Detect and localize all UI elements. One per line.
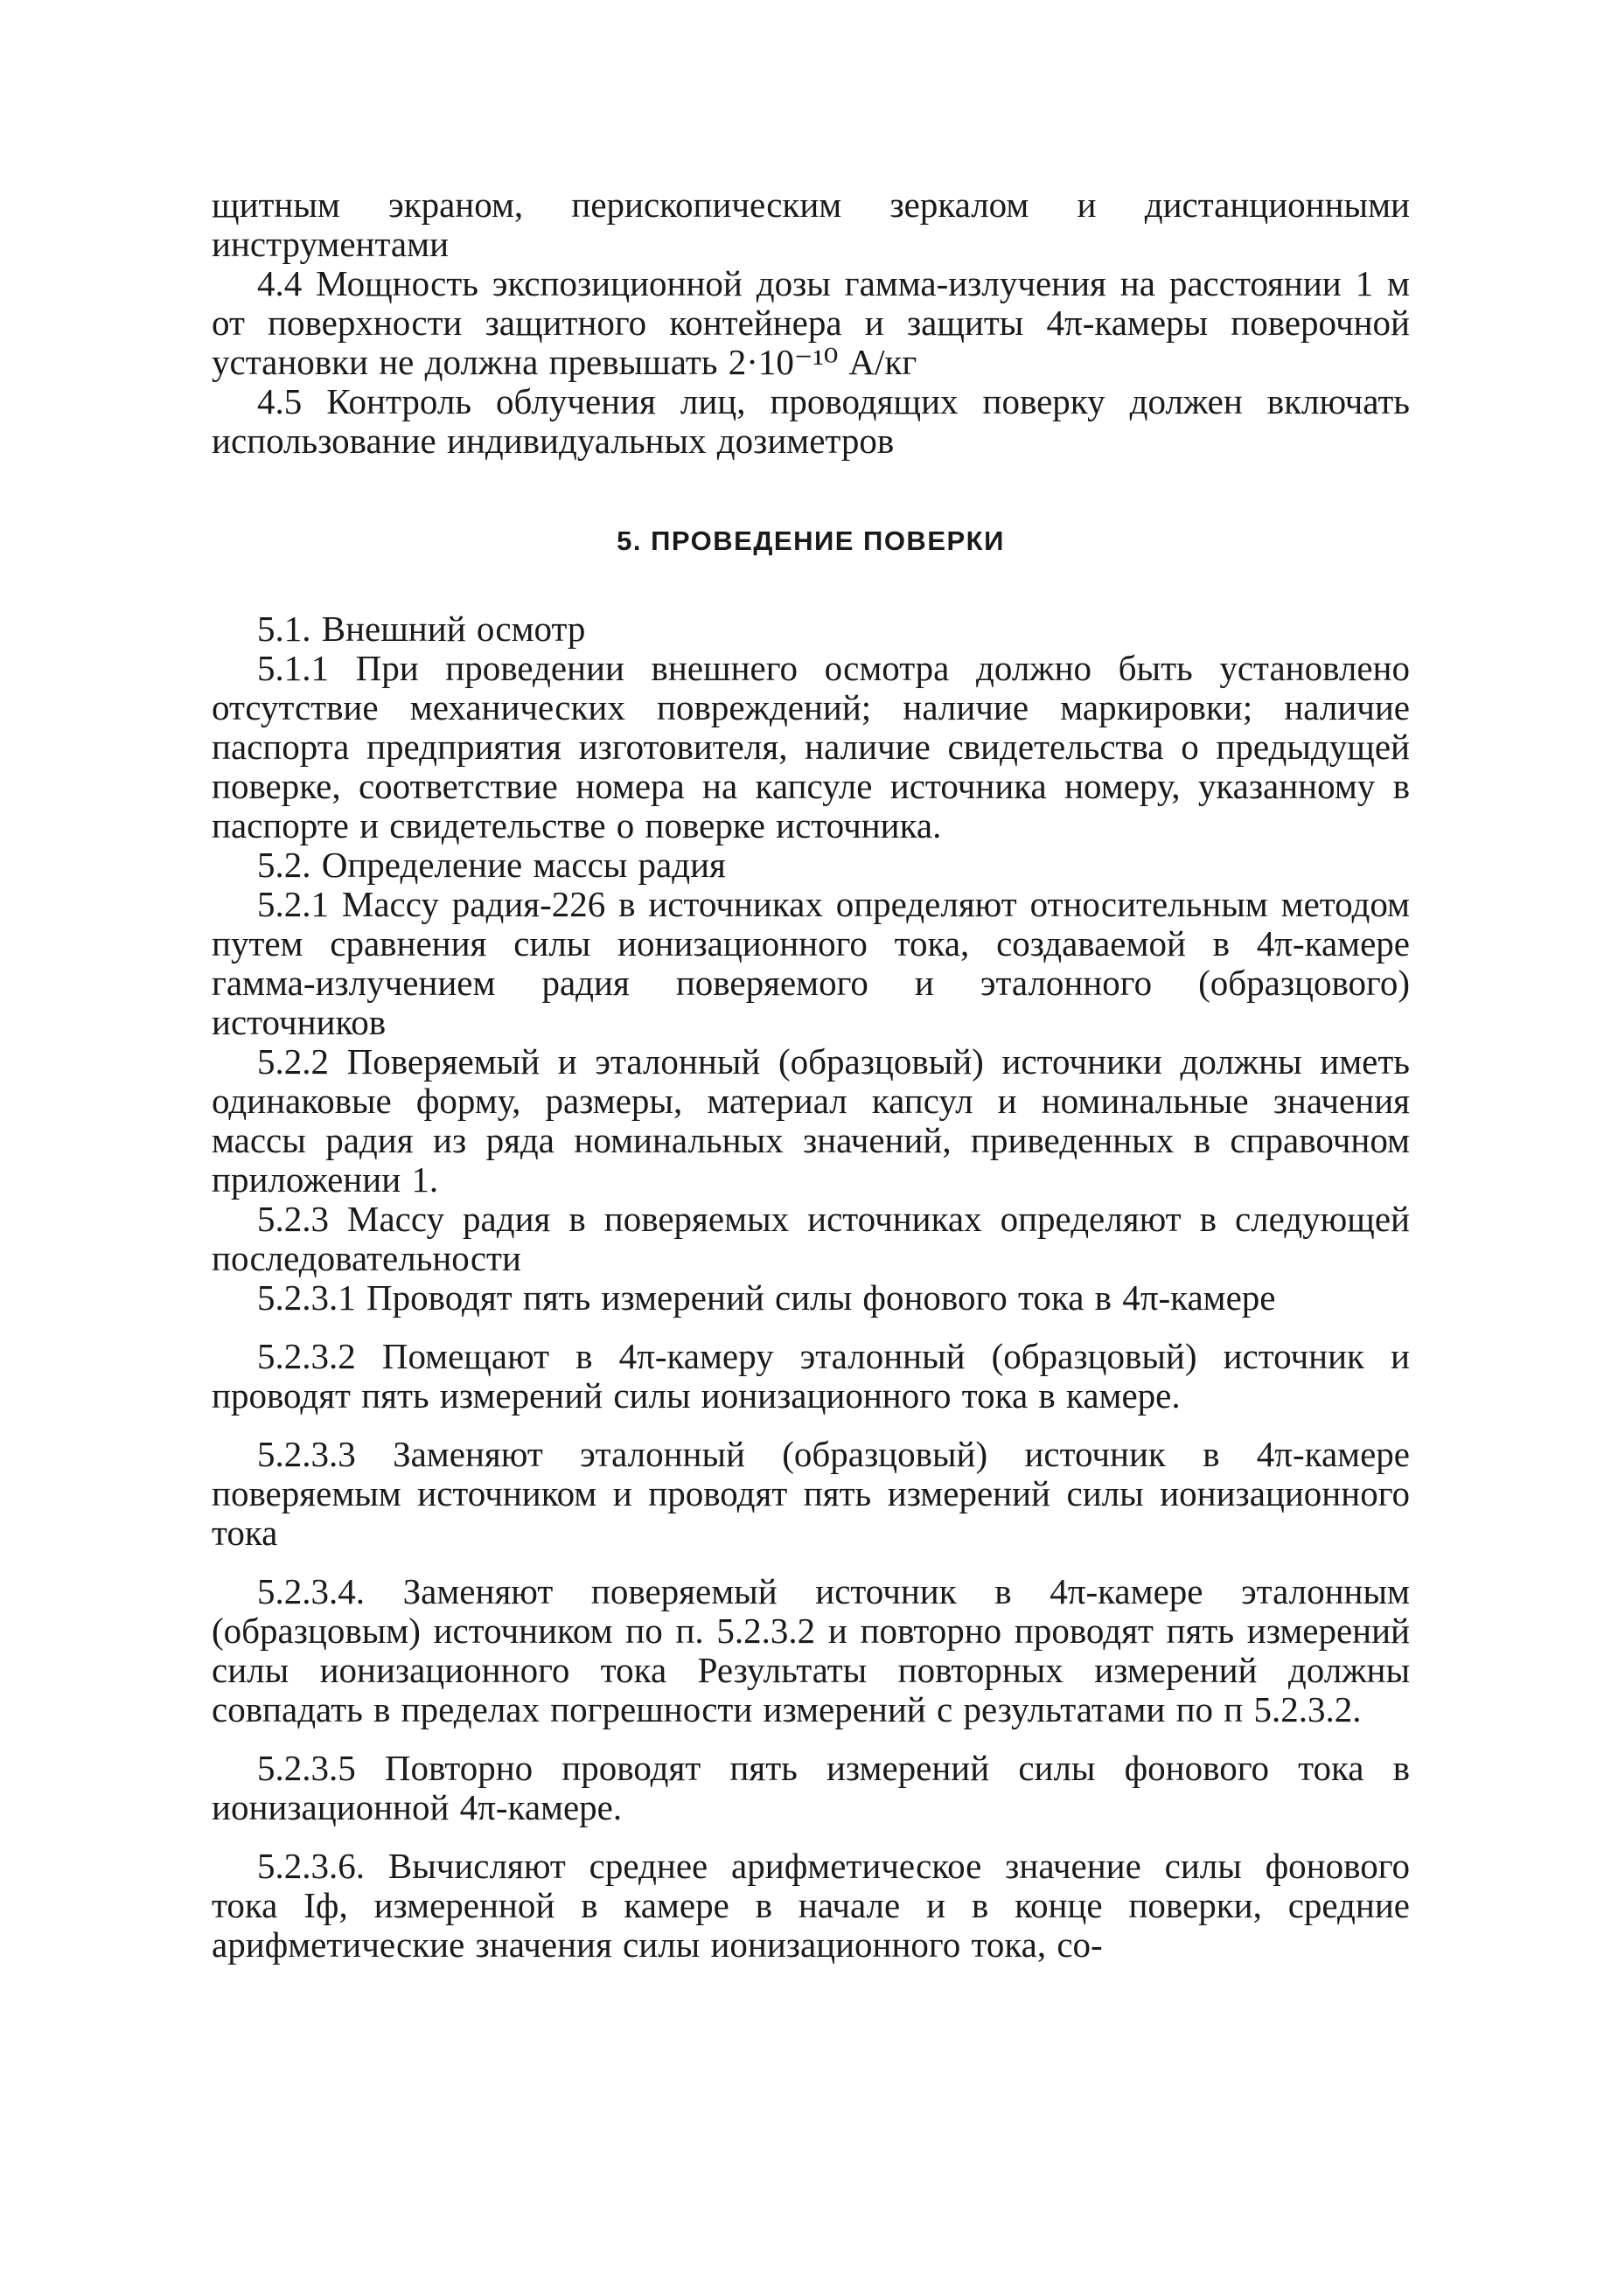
paragraph-5-2-3-4: 5.2.3.4. Заменяют поверяемый источник в 4π-камере эталонным (образцовым) источником по п. 5.2.3.2 и повторно проводят пять измерений силы ионизационного тока Результаты повторных измерений должны совпадать в пределах погрешности измерений с результатами по п 5.2.3.2. <box>212 1571 1410 1729</box>
paragraph-shielding-tools: щитным экраном, перископическим зеркалом и дистанционными инструментами <box>212 184 1410 264</box>
paragraph-5-2-3-1: 5.2.3.1 Проводят пять измерений силы фонового тока в 4π-камере <box>257 1277 1276 1318</box>
paragraph-5-2-2: 5.2.2 Поверяемый и эталонный (образцовый) источники должны иметь одинаковые форму, размеры, материал капсул и номинальные значения массы радия из ряда номинальных значений, приведенных в справочном приложении 1. <box>212 1041 1410 1200</box>
paragraph-5-2-3-3: 5.2.3.3 Заменяют эталонный (образцовый) источник в 4π-камере поверяемым источником и проводят пять измерений силы ионизационного тока <box>212 1434 1410 1553</box>
paragraph-5-2-3-6: 5.2.3.6. Вычисляют среднее арифметическое значение силы фонового тока Iф, измеренной в камере в начале и в конце поверки, средние арифметические значения силы ионизационного тока, со- <box>212 1846 1410 1965</box>
paragraph-4-4-dose-rate: 4.4 Мощность экспозиционной дозы гамма-излучения на расстоянии 1 м от поверхности защитного контейнера и защиты 4π-камеры поверочной установки не должна превышать 2·10⁻¹⁰ А/кг <box>212 263 1410 382</box>
section-heading: 5. ПРОВЕДЕНИЕ ПОВЕРКИ <box>617 525 1005 556</box>
paragraph-5-2-1: 5.2.1 Массу радия-226 в источниках определяют относительным методом путем сравнения силы ионизационного тока, создаваемой в 4π-камере гамма-излучением радия поверяемого и эталонного (образцового) источников <box>212 884 1410 1042</box>
paragraph-5-2-title: 5.2. Определение массы радия <box>257 845 726 885</box>
paragraph-5-1-1: 5.1.1 При проведении внешнего осмотра должно быть установлено отсутствие механических повреждений; наличие маркировки; наличие паспорта предприятия изготовителя, наличие свидетельства о предыдущей поверке, соответствие номера на капсуле источника номеру, указанному в паспорте и свидетельстве о поверке источника. <box>212 648 1410 845</box>
text-column <box>212 185 1410 1965</box>
paragraph-5-2-3: 5.2.3 Массу радия в поверяемых источниках определяют в следующей последовательности <box>212 1199 1410 1278</box>
paragraph-5-2-3-2: 5.2.3.2 Помещают в 4π-камеру эталонный (образцовый) источник и проводят пять измерений силы ионизационного тока в камере. <box>212 1336 1410 1416</box>
paragraph-4-5-dosimeters: 4.5 Контроль облучения лиц, проводящих поверку должен включать использование индивидуальных дозиметров <box>212 381 1410 461</box>
paragraph-5-2-3-5: 5.2.3.5 Повторно проводят пять измерений силы фонового тока в ионизационной 4π-камере. <box>212 1748 1410 1827</box>
paragraph-5-1-title: 5.1. Внешний осмотр <box>257 609 586 649</box>
